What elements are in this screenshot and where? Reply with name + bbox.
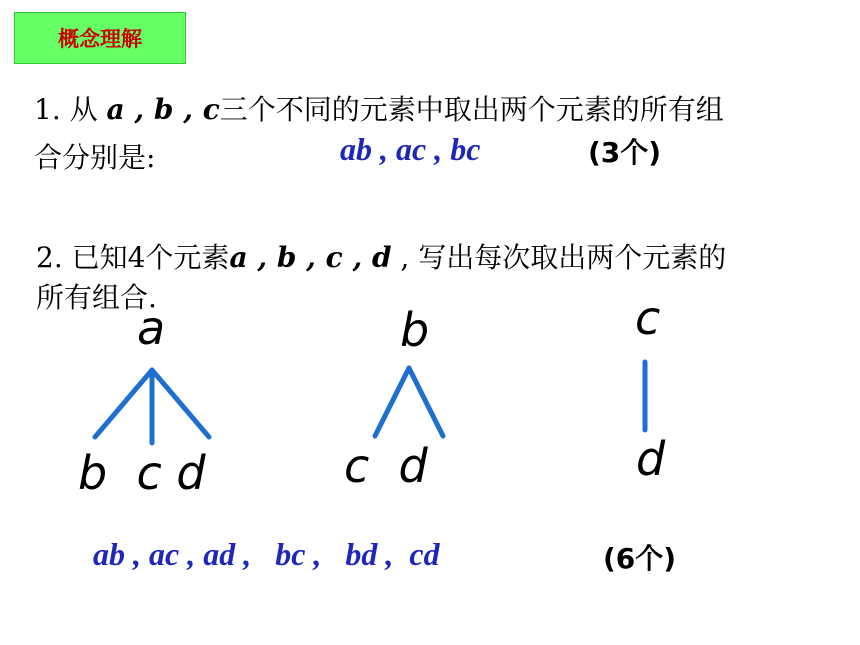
branch-a-d [152, 370, 209, 437]
q1-count: (3个) [588, 136, 662, 169]
q1-rest: 三个不同的元素中取出两个元素的所有组 [219, 93, 724, 126]
tree-b-root: b [400, 303, 430, 357]
q2-prefix: 2. 已知4个元素 [36, 241, 230, 274]
q2-vars: a , b , c , d [229, 241, 392, 274]
tree-a-root: a [137, 301, 166, 355]
q2-line2: 所有组合. [36, 281, 157, 314]
tree-b-children: c d [344, 439, 428, 493]
q2-answer: ab , ac , ad , bc , bd , cd [93, 536, 440, 572]
q1-prefix: 1. 从 [34, 93, 107, 126]
tree-c-children: d [636, 432, 666, 486]
q1-vars: a , b , c [106, 93, 220, 126]
q1-line2: 合分别是: [34, 141, 156, 174]
tree-c-root: c [635, 291, 661, 345]
tree-a-children: b c d [78, 446, 206, 500]
q2-rest: , 写出每次取出两个元素的 [391, 241, 727, 274]
q2-count: (6个) [603, 542, 677, 575]
concept-tag-label: 概念理解 [58, 27, 142, 51]
branch-b-d [409, 368, 443, 436]
branch-b-c [375, 368, 409, 436]
branch-a-b [95, 370, 152, 437]
q1-answer: ab , ac , bc [340, 131, 481, 167]
